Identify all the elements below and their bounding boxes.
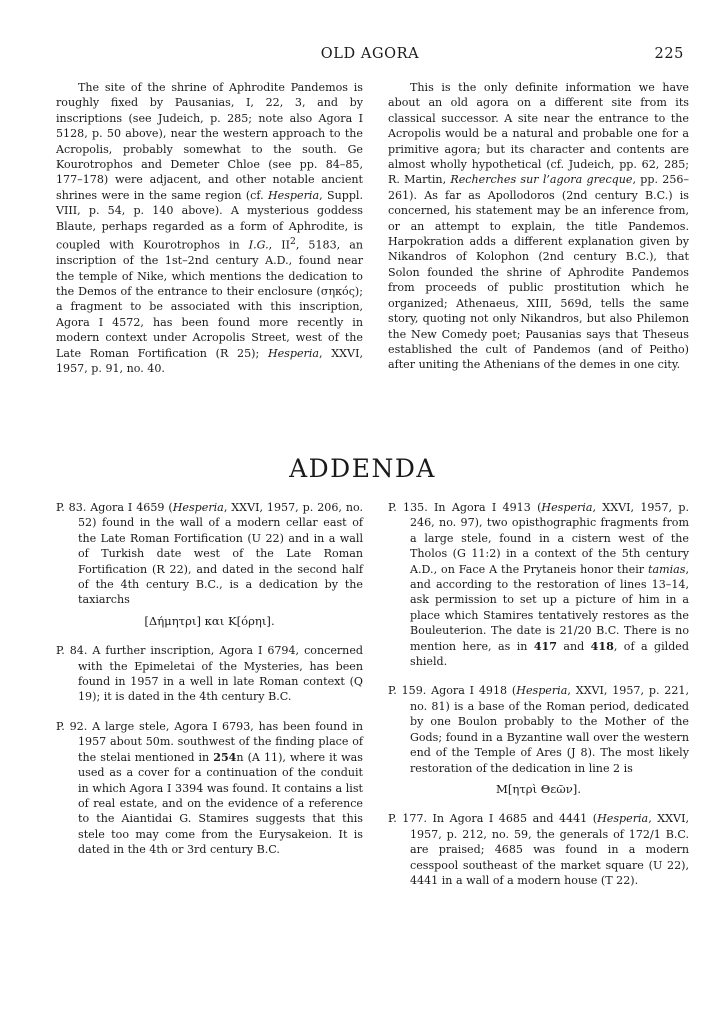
addenda-heading: ADDENDA xyxy=(289,454,436,483)
addenda-right-column xyxy=(388,500,689,888)
addenda-entry-p177: P. 177. In Agora I 4685 and 4441 (Hesperia, XXVI, 1957, p. 212, no. 59, the generals of 172/1 B.C. are praised; 4685 was found in a modern cesspool southeast of the market square (U 22), 4441 in a wall of a modern house (T 22). xyxy=(388,812,689,887)
running-title: OLD AGORA xyxy=(320,46,420,62)
addenda-entry-p135: P. 135. In Agora I 4913 (Hesperia, XXVI, 1957, p. 246, no. 97), two opisthographic fragments from a large stele, found in a cistern west of the Tholos (G 11:2) in a context of the 5th century A.D., on Face A the Prytaneis honor their tamias, and according to the restoration of lines 13–14, ask permission to set up a picture of him in a place which Stamires tentatively restores as the Bouleuterion. The date is 21/20 B.C. There is no mention here, as in 417 and 418, of a gilded shield. xyxy=(388,501,690,669)
paragraph-old-agora: This is the only definite information we have about an old agora on a different site from its classical successor. A site near the entrance to the Acropolis would be a natural and probable one for a primitive agora; but its character and contents are almost wholly hypothetical (cf. Judeich, pp. 62, 285; R. Martin, Recherches sur l’agora grecque, pp. 256–261). As far as Apollodoros (2nd century B.C.) is concerned, his statement may be an inference from, or an attempt to explain, the title Pandemos. Harpokration adds a different explanation given by Nikandros of Kolophon (2nd century B.C.), that Solon founded the shrine of Aphrodite Pandemos from proceeds of public prostitution which he organized; Athenaeus, XIII, 569d, tells the same story, quoting not only Nikandros, but also Philemon the New Comedy poet; Pausanias says that Theseus established the cult of Pandemos (and of Peitho) after uniting the Athenians of the demes in one city. xyxy=(388,81,689,372)
addenda-left-column xyxy=(56,500,363,858)
page-number: 225 xyxy=(654,46,684,62)
addenda-entry-p92: P. 92. A large stele, Agora I 6793, has been found in 1957 about 50m. southwest of the finding place of the stelai mentioned in 254n (A 11), where it was used as a cover for a continuation of the conduit in which Agora I 3394 was found. It contains a list of real estate, and on the evidence of a reference to the Aiantidai G. Stamires suggests that this stele too may come from the Eurysakeion. It is dated in the 4th or 3rd century B.C. xyxy=(56,719,363,857)
column-left-aphrodite-pandemos xyxy=(56,80,363,376)
addenda-entry-p84: P. 84. A further inscription, Agora I 6794, concerned with the Epimeletai of the Mysteries, has been found in 1957 in a well in late Roman context (Q 19); it is dated in the 4th century B.C. xyxy=(56,644,363,704)
greek-restoration-p159: Μ[ητρὶ Θεῶν]. xyxy=(495,781,582,796)
paragraph-aphrodite-pandemos: The site of the shrine of Aphrodite Pandemos is roughly fixed by Pausanias, I, 22, 3, and by inscriptions (see Judeich, p. 285; note also Agora I 5128, p. 50 above), near the western approach to the Acropolis, probably somewhat to the south. Ge Kourotrophos and Demeter Chloe (see pp. 84–85, 177–178) were adjacent, and other notable ancient shrines were in the same region (cf. Hesperia, Suppl. VIII, p. 54, p. 140 above). A mysterious goddess Blaute, perhaps regarded as a form of Aphrodite, is coupled with Kourotrophos in I.G., $II^2$, 5183, an inscription of the 1st–2nd century A.D., found near the temple of Nike, which mentions the dedication to the Demos of the entrance to their enclosure (σηκός); a fragment to be associated with this inscription, Agora I 4572, has been found more recently in modern context under Acropolis Street, west of the Late Roman Fortification (R 25); Hesperia, XXVI, 1957, p. 91, no. 40. xyxy=(56,81,363,375)
running-head xyxy=(56,46,684,66)
addenda-entry-p83: P. 83. Agora I 4659 (Hesperia, XXVI, 1957, p. 206, no. 52) found in the wall of a modern cellar east of the Late Roman Fortification (U 22) and in a wall of Turkish date west of the Late Roman Fortification (R 22), and dated in the second half of the 4th century B.C., is a dedication by the taxiarchs xyxy=(56,501,363,607)
addenda-entry-p159: P. 159. Agora I 4918 (Hesperia, XXVI, 1957, p. 221, no. 81) is a base of the Roman period, dedicated by one Boulon probably to the Mother of the Gods; found in a Byzantine wall over the western end of the Temple of Ares (J 8). The most likely restoration of the dedication in line 2 is xyxy=(388,684,690,775)
column-right-old-agora xyxy=(388,80,689,373)
greek-restoration-p83: [Δήμητρι] και Κ[όρηι]. xyxy=(144,613,275,628)
